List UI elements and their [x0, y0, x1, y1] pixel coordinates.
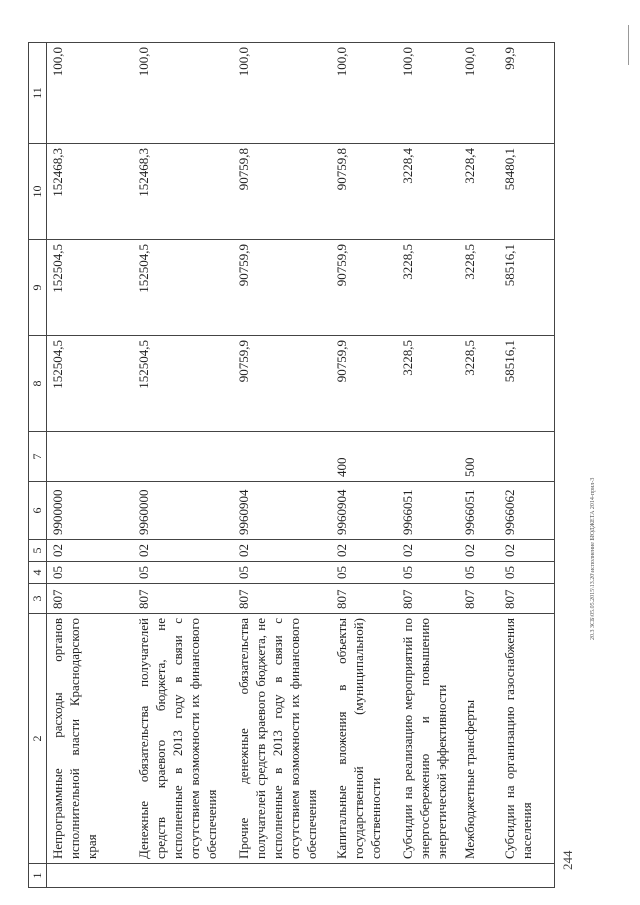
col-header-11: 11 [29, 43, 47, 144]
col-header-7: 7 [29, 432, 47, 482]
approved-amount: 3228,5 [397, 336, 459, 432]
table-row [459, 43, 499, 888]
planned-amount: 90759,9 [331, 240, 397, 336]
row-name: Денежные обязательства получателей средств краевого бюджета, не исполненные в 2013 году в связи с отсутствием возможности их финансового обеспечения [133, 614, 233, 864]
expense-type-code: 400 [331, 432, 397, 482]
approved-amount: 152504,5 [47, 336, 133, 432]
ministry-code: 807 [397, 584, 459, 614]
executed-amount: 3228,4 [397, 144, 459, 240]
section-code: 05 [47, 562, 133, 584]
row-number-cell [233, 864, 331, 888]
target-article-code: 9966051 [459, 482, 499, 540]
row-number-cell [397, 864, 459, 888]
table-row [233, 43, 331, 888]
col-header-6: 6 [29, 482, 47, 540]
expense-type-code: 500 [459, 432, 499, 482]
page-number: 244 [560, 850, 575, 870]
row-name: Капитальные вложения в объекты государственной (муниципальной) собственности [331, 614, 397, 864]
subsection-code: 02 [331, 540, 397, 562]
target-article-code: 9966062 [499, 482, 555, 540]
expense-type-code [233, 432, 331, 482]
row-number-cell [331, 864, 397, 888]
target-article-code: 9960904 [233, 482, 331, 540]
subsection-code: 02 [233, 540, 331, 562]
approved-amount: 152504,5 [133, 336, 233, 432]
col-header-9: 9 [29, 240, 47, 336]
expense-type-code [133, 432, 233, 482]
executed-amount: 90759,8 [331, 144, 397, 240]
section-code: 05 [459, 562, 499, 584]
planned-amount: 3228,5 [397, 240, 459, 336]
row-number-cell [499, 864, 555, 888]
table-row [331, 43, 397, 888]
ministry-code: 807 [331, 584, 397, 614]
ministry-code: 807 [133, 584, 233, 614]
planned-amount: 90759,9 [233, 240, 331, 336]
executed-amount: 3228,4 [459, 144, 499, 240]
executed-amount: 152468,3 [133, 144, 233, 240]
row-number-cell [47, 864, 133, 888]
footer-file-path: 20.3 ЗСБ\05.05.2015\13.20\исполнение БЮДЖЕТА 2014-прил-3 [590, 477, 596, 640]
section-code: 05 [397, 562, 459, 584]
executed-amount: 152468,3 [47, 144, 133, 240]
ministry-code: 807 [47, 584, 133, 614]
table-header-row [29, 43, 47, 888]
col-header-5: 5 [29, 540, 47, 562]
row-name: Прочие денежные обязательства получателей средств краевого бюджета, не исполненные в 2013 году в связи с отсутствием возможности их финансового обеспечения [233, 614, 331, 864]
execution-percent: 100,0 [397, 43, 459, 144]
target-article-code: 9966051 [397, 482, 459, 540]
execution-percent: 100,0 [47, 43, 133, 144]
table-row [397, 43, 459, 888]
section-code: 05 [499, 562, 555, 584]
execution-percent: 100,0 [459, 43, 499, 144]
row-name: Субсидии на организацию газоснабжения населения [499, 614, 555, 864]
col-header-4: 4 [29, 562, 47, 584]
ministry-code: 807 [233, 584, 331, 614]
target-article-code: 9960000 [133, 482, 233, 540]
section-code: 05 [233, 562, 331, 584]
col-header-8: 8 [29, 336, 47, 432]
approved-amount: 90759,9 [233, 336, 331, 432]
approved-amount: 90759,9 [331, 336, 397, 432]
row-name: Субсидии на реализацию мероприятий по энергосбережению и повышению энергетической эффективности [397, 614, 459, 864]
budget-table [28, 42, 555, 888]
subsection-code: 02 [397, 540, 459, 562]
row-name: Непрограммные расходы органов исполнительной власти Краснодарского края [47, 614, 133, 864]
execution-percent: 99,9 [499, 43, 555, 144]
col-header-10: 10 [29, 144, 47, 240]
subsection-code: 02 [47, 540, 133, 562]
subsection-code: 02 [133, 540, 233, 562]
row-number-cell [133, 864, 233, 888]
subsection-code: 02 [499, 540, 555, 562]
col-header-2: 2 [29, 614, 47, 864]
section-code: 05 [331, 562, 397, 584]
approved-amount: 3228,5 [459, 336, 499, 432]
target-article-code: 9960904 [331, 482, 397, 540]
expense-type-code [499, 432, 555, 482]
col-header-3: 3 [29, 584, 47, 614]
scan-edge-mark [628, 25, 629, 65]
table-row [133, 43, 233, 888]
planned-amount: 152504,5 [47, 240, 133, 336]
expense-type-code [397, 432, 459, 482]
execution-percent: 100,0 [233, 43, 331, 144]
subsection-code: 02 [459, 540, 499, 562]
ministry-code: 807 [459, 584, 499, 614]
ministry-code: 807 [499, 584, 555, 614]
table-row [499, 43, 555, 888]
expense-type-code [47, 432, 133, 482]
execution-percent: 100,0 [133, 43, 233, 144]
row-name: Межбюджетные трансферты [459, 614, 499, 864]
planned-amount: 152504,5 [133, 240, 233, 336]
rotated-table-container [28, 43, 613, 888]
target-article-code: 9900000 [47, 482, 133, 540]
planned-amount: 58516,1 [499, 240, 555, 336]
col-header-1: 1 [29, 864, 47, 888]
section-code: 05 [133, 562, 233, 584]
table-row [47, 43, 133, 888]
executed-amount: 90759,8 [233, 144, 331, 240]
execution-percent: 100,0 [331, 43, 397, 144]
approved-amount: 58516,1 [499, 336, 555, 432]
planned-amount: 3228,5 [459, 240, 499, 336]
executed-amount: 58480,1 [499, 144, 555, 240]
row-number-cell [459, 864, 499, 888]
